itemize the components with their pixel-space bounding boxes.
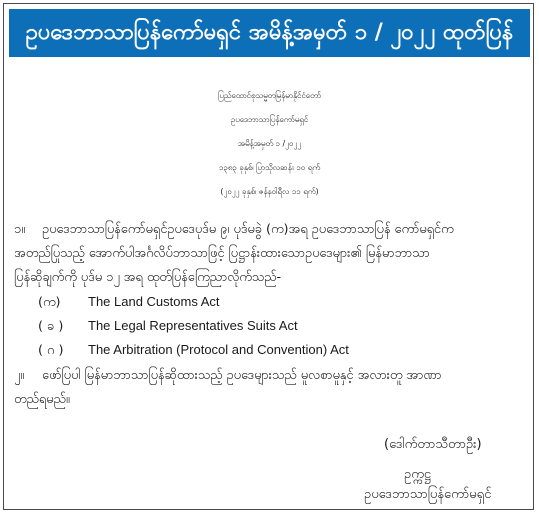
list-item-text: The Land Customs Act bbox=[88, 294, 220, 309]
list-item-mark: ( ဂ ) bbox=[38, 343, 64, 358]
list-item-text: The Legal Representatives Suits Act bbox=[88, 318, 298, 333]
header-gregorian-date: (၂၀၂၂ ခုနှစ်၊ ဇန်နဝါရီလ ၁၁ ရက်) bbox=[220, 187, 319, 196]
signatory-title: ဥက္ကဋ္ဌ bbox=[404, 467, 431, 482]
paragraph-2-line-1: ဖော်ပြပါ မြန်မာဘာသာပြန်ဆိုထားသည့် ဥပဒေများသည် မူလစာမူနှင့် အလားတူ အာဏာ bbox=[42, 368, 442, 383]
announcement-banner bbox=[9, 9, 530, 57]
announcement-frame bbox=[3, 3, 534, 510]
banner-title: ဥပဒေဘာသာပြန်ကော်မရှင် အမိန့်အမှတ် ၁ / ၂၀၂၂ ထုတ်ပြန် bbox=[25, 19, 514, 45]
signatory-name: (ဒေါက်တာသီတာဦး) bbox=[384, 437, 482, 452]
list-item-mark: (က) bbox=[38, 295, 61, 310]
paragraph-2-line-2: တည်ရမည်။ bbox=[14, 392, 70, 407]
paragraph-1-line-1: ဥပဒေဘာသာပြန်ကော်မရှင်ဥပဒေပုဒ်မ ၉၊ ပုဒ်မခွဲ (က)အရ ဥပဒေဘာသာပြန် ကော်မရှင်က bbox=[42, 222, 454, 237]
header-commission: ဥပဒေဘာသာပြန်ကော်မရှင် bbox=[230, 115, 309, 124]
list-item-mark: ( ခ ) bbox=[38, 319, 64, 334]
paragraph-1-line-3: ပြန်ဆိုချက်ကို ပုဒ်မ ၁၂ အရ ထုတ်ပြန်ကြေညာလိုက်သည်- bbox=[14, 270, 282, 285]
paragraph-2-number: ၂။ bbox=[14, 368, 25, 383]
paragraph-1-line-2: အတည်ပြုသည့် အောက်ပါအင်္ဂလိပ်ဘာသာဖြင့် ပြဋ္ဌာန်းထားသောဥပဒေများ၏ မြန်မာဘာသာ bbox=[14, 246, 430, 261]
signatory-body: ဥပဒေဘာသာပြန်ကော်မရှင် bbox=[364, 487, 492, 502]
paragraph-1-number: ၁။ bbox=[14, 222, 26, 237]
list-item-text: The Arbitration (Protocol and Convention) Act bbox=[88, 342, 349, 357]
header-country: ပြည်ထောင်စုသမ္မတမြန်မာနိုင်ငံတော် bbox=[218, 91, 321, 100]
header-order-number: အမိန့်အမှတ် ၁ /၂၀၂၂ bbox=[237, 139, 302, 148]
header-myanmar-date: ၁၃၈၃ ခုနှစ်၊ ပြာသိုလဆန်း ၁၀ ရက် bbox=[218, 163, 320, 172]
